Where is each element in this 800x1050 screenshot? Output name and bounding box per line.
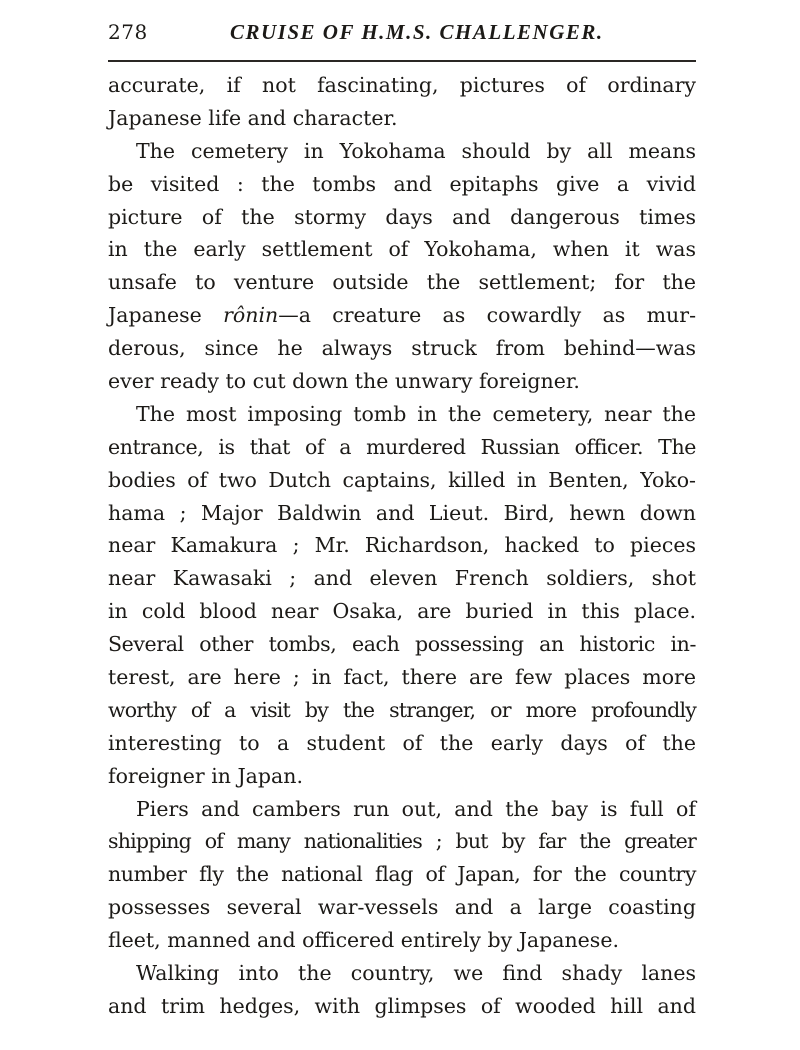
- text-line: ever ready to cut down the unwary foreigner.: [108, 369, 580, 394]
- text-line: number fly the national flag of Japan, for the country: [108, 862, 696, 887]
- text-line-ronin: [108, 299, 696, 332]
- running-title: CRUISE OF H.M.S. CHALLENGER.: [230, 20, 604, 44]
- page-number: 278: [108, 20, 148, 44]
- text-line: worthy of a visit by the stranger, or more profoundly: [108, 697, 696, 722]
- text-line: bodies of two Dutch captains, killed in Benten, Yoko-: [108, 467, 696, 492]
- italic-word: rônin: [223, 303, 279, 328]
- text-line: Japanese life and character.: [108, 105, 398, 130]
- text-line: derous, since he always struck from behind—was: [108, 336, 696, 361]
- text-fragment: —a creature as cowardly as mur-: [278, 303, 696, 328]
- text-line: in the early settlement of Yokohama, when it was: [108, 237, 696, 262]
- text-line: shipping of many nationalities ; but by far the greater: [108, 829, 696, 854]
- text-line: interesting to a student of the early days of the: [108, 730, 696, 755]
- text-line: be visited : the tombs and epitaphs give a vivid: [108, 171, 696, 196]
- paragraph-5: [108, 957, 696, 1023]
- text-line: Several other tombs, each possessing an historic in-: [108, 632, 696, 657]
- text-line: picture of the stormy days and dangerous times: [108, 204, 696, 229]
- text-line: hama ; Major Baldwin and Lieut. Bird, hewn down: [108, 500, 696, 525]
- paragraph-2: [108, 135, 696, 398]
- text-line: unsafe to venture outside the settlement; for the: [108, 270, 696, 295]
- paragraph-4: [108, 793, 696, 957]
- paragraph-3: [108, 398, 696, 793]
- text-fragment: Japanese: [108, 303, 224, 328]
- text-line: The cemetery in Yokohama should by all means: [136, 138, 696, 163]
- text-line: entrance, is that of a murdered Russian officer. The: [108, 434, 696, 459]
- text-line: near Kamakura ; Mr. Richardson, hacked to pieces: [108, 533, 696, 558]
- text-line: The most imposing tomb in the cemetery, near the: [136, 401, 696, 426]
- text-line: possesses several war-vessels and a large coasting: [108, 895, 696, 920]
- text-line: in cold blood near Osaka, are buried in this place.: [108, 599, 696, 624]
- text-line: accurate, if not fascinating, pictures of ordinary: [108, 73, 696, 97]
- text-line: terest, are here ; in fact, there are few places more: [108, 665, 696, 690]
- text-line: and trim hedges, with glimpses of wooded hill and: [108, 993, 696, 1018]
- body-text: [108, 69, 696, 1023]
- text-line: near Kawasaki ; and eleven French soldiers, shot: [108, 566, 696, 591]
- paragraph-1: [108, 69, 696, 135]
- header-rule: [108, 60, 696, 62]
- text-line: Piers and cambers run out, and the bay is full of: [136, 796, 696, 821]
- text-line: Walking into the country, we find shady lanes: [136, 961, 696, 986]
- text-line: fleet, manned and officered entirely by Japanese.: [108, 928, 619, 953]
- page-header: [108, 20, 696, 50]
- text-line: foreigner in Japan.: [108, 763, 303, 788]
